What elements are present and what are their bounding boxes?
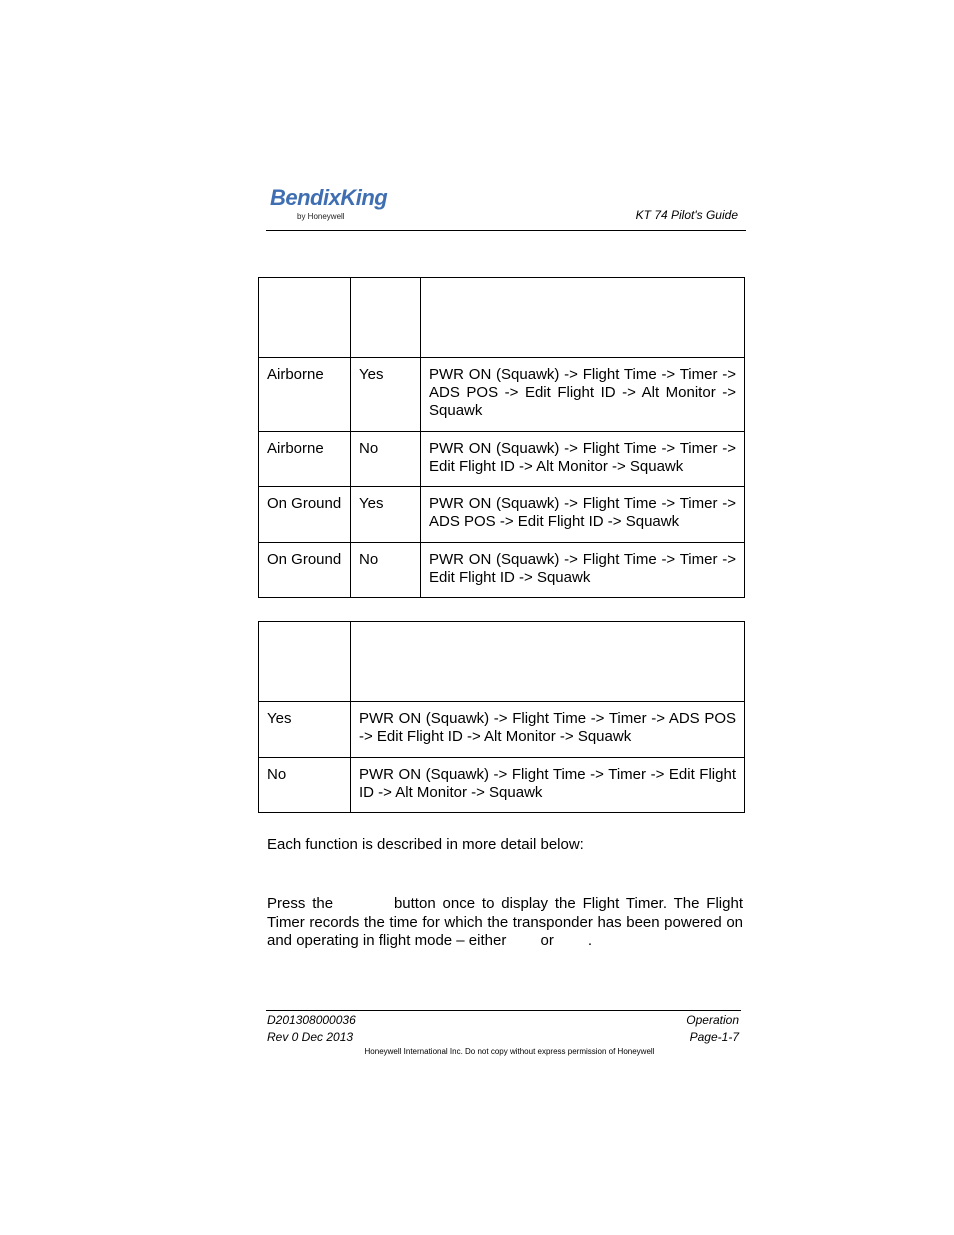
page-number: Page-1-7	[689, 1030, 739, 1044]
revision-date: Rev 0 Dec 2013	[267, 1030, 354, 1044]
paragraph-text: Press the	[267, 895, 334, 912]
copyright-notice: Honeywell International Inc. Do not copy without express permission of Honeywell	[364, 1047, 655, 1056]
table-row	[259, 702, 745, 758]
table-header-cell	[421, 278, 745, 358]
section-name: Operation	[686, 1013, 739, 1027]
header-divider	[266, 230, 746, 231]
function-sequence-table-1	[258, 277, 745, 598]
table-cell: PWR ON (Squawk) -> Flight Time -> Timer -> ADS POS -> Edit Flight ID -> Alt Monitor -> Squawk	[421, 358, 745, 432]
table-cell: PWR ON (Squawk) -> Flight Time -> Timer -> Edit Flight ID -> Alt Monitor -> Squawk	[351, 758, 745, 813]
paragraph-text: .	[587, 932, 593, 949]
table-row	[259, 758, 745, 813]
table-cell: PWR ON (Squawk) -> Flight Time -> Timer -> ADS POS -> Edit Flight ID -> Alt Monitor -> Squawk	[351, 702, 745, 758]
table-cell: On Ground	[259, 543, 351, 598]
bendixking-logo	[270, 186, 387, 221]
table-row	[259, 487, 745, 543]
function-sequence-table-2	[258, 621, 745, 813]
table-cell: Yes	[351, 487, 421, 543]
table-cell: Airborne	[259, 432, 351, 487]
guide-title: KT 74 Pilot's Guide	[635, 208, 738, 222]
table-row	[259, 543, 745, 598]
footer-divider	[266, 1010, 741, 1011]
table-cell: No	[351, 432, 421, 487]
table-cell: On Ground	[259, 487, 351, 543]
table-cell: Yes	[351, 358, 421, 432]
paragraph-text: or	[540, 932, 554, 949]
table-header-row	[259, 278, 745, 358]
flight-timer-paragraph	[267, 895, 743, 951]
footer-left	[267, 1012, 356, 1046]
table-row	[259, 432, 745, 487]
logo-wordmark: BendixKing	[270, 185, 388, 210]
table-cell: PWR ON (Squawk) -> Flight Time -> Timer -> Edit Flight ID -> Squawk	[421, 543, 745, 598]
table-cell: PWR ON (Squawk) -> Flight Time -> Timer -> ADS POS -> Edit Flight ID -> Squawk	[421, 487, 745, 543]
logo-subtitle: by Honeywell	[297, 212, 345, 221]
document-number: D201308000036	[267, 1013, 356, 1027]
paragraph-text: button once to display the Flight Timer. The Flight Timer records the time for which the transponder has been powered on and operating in flight mode – either	[267, 895, 743, 949]
table-header-cell	[259, 278, 351, 358]
table-row	[259, 358, 745, 432]
table-cell: Yes	[259, 702, 351, 758]
table-header-cell	[351, 278, 421, 358]
table-header-cell	[351, 622, 745, 702]
intro-paragraph: Each function is described in more detail below:	[267, 836, 584, 853]
footer-right	[686, 1012, 739, 1046]
table-cell: No	[259, 758, 351, 813]
table-cell: PWR ON (Squawk) -> Flight Time -> Timer -> Edit Flight ID -> Alt Monitor -> Squawk	[421, 432, 745, 487]
table-header-row	[259, 622, 745, 702]
table-header-cell	[259, 622, 351, 702]
table-cell: Airborne	[259, 358, 351, 432]
table-cell: No	[351, 543, 421, 598]
